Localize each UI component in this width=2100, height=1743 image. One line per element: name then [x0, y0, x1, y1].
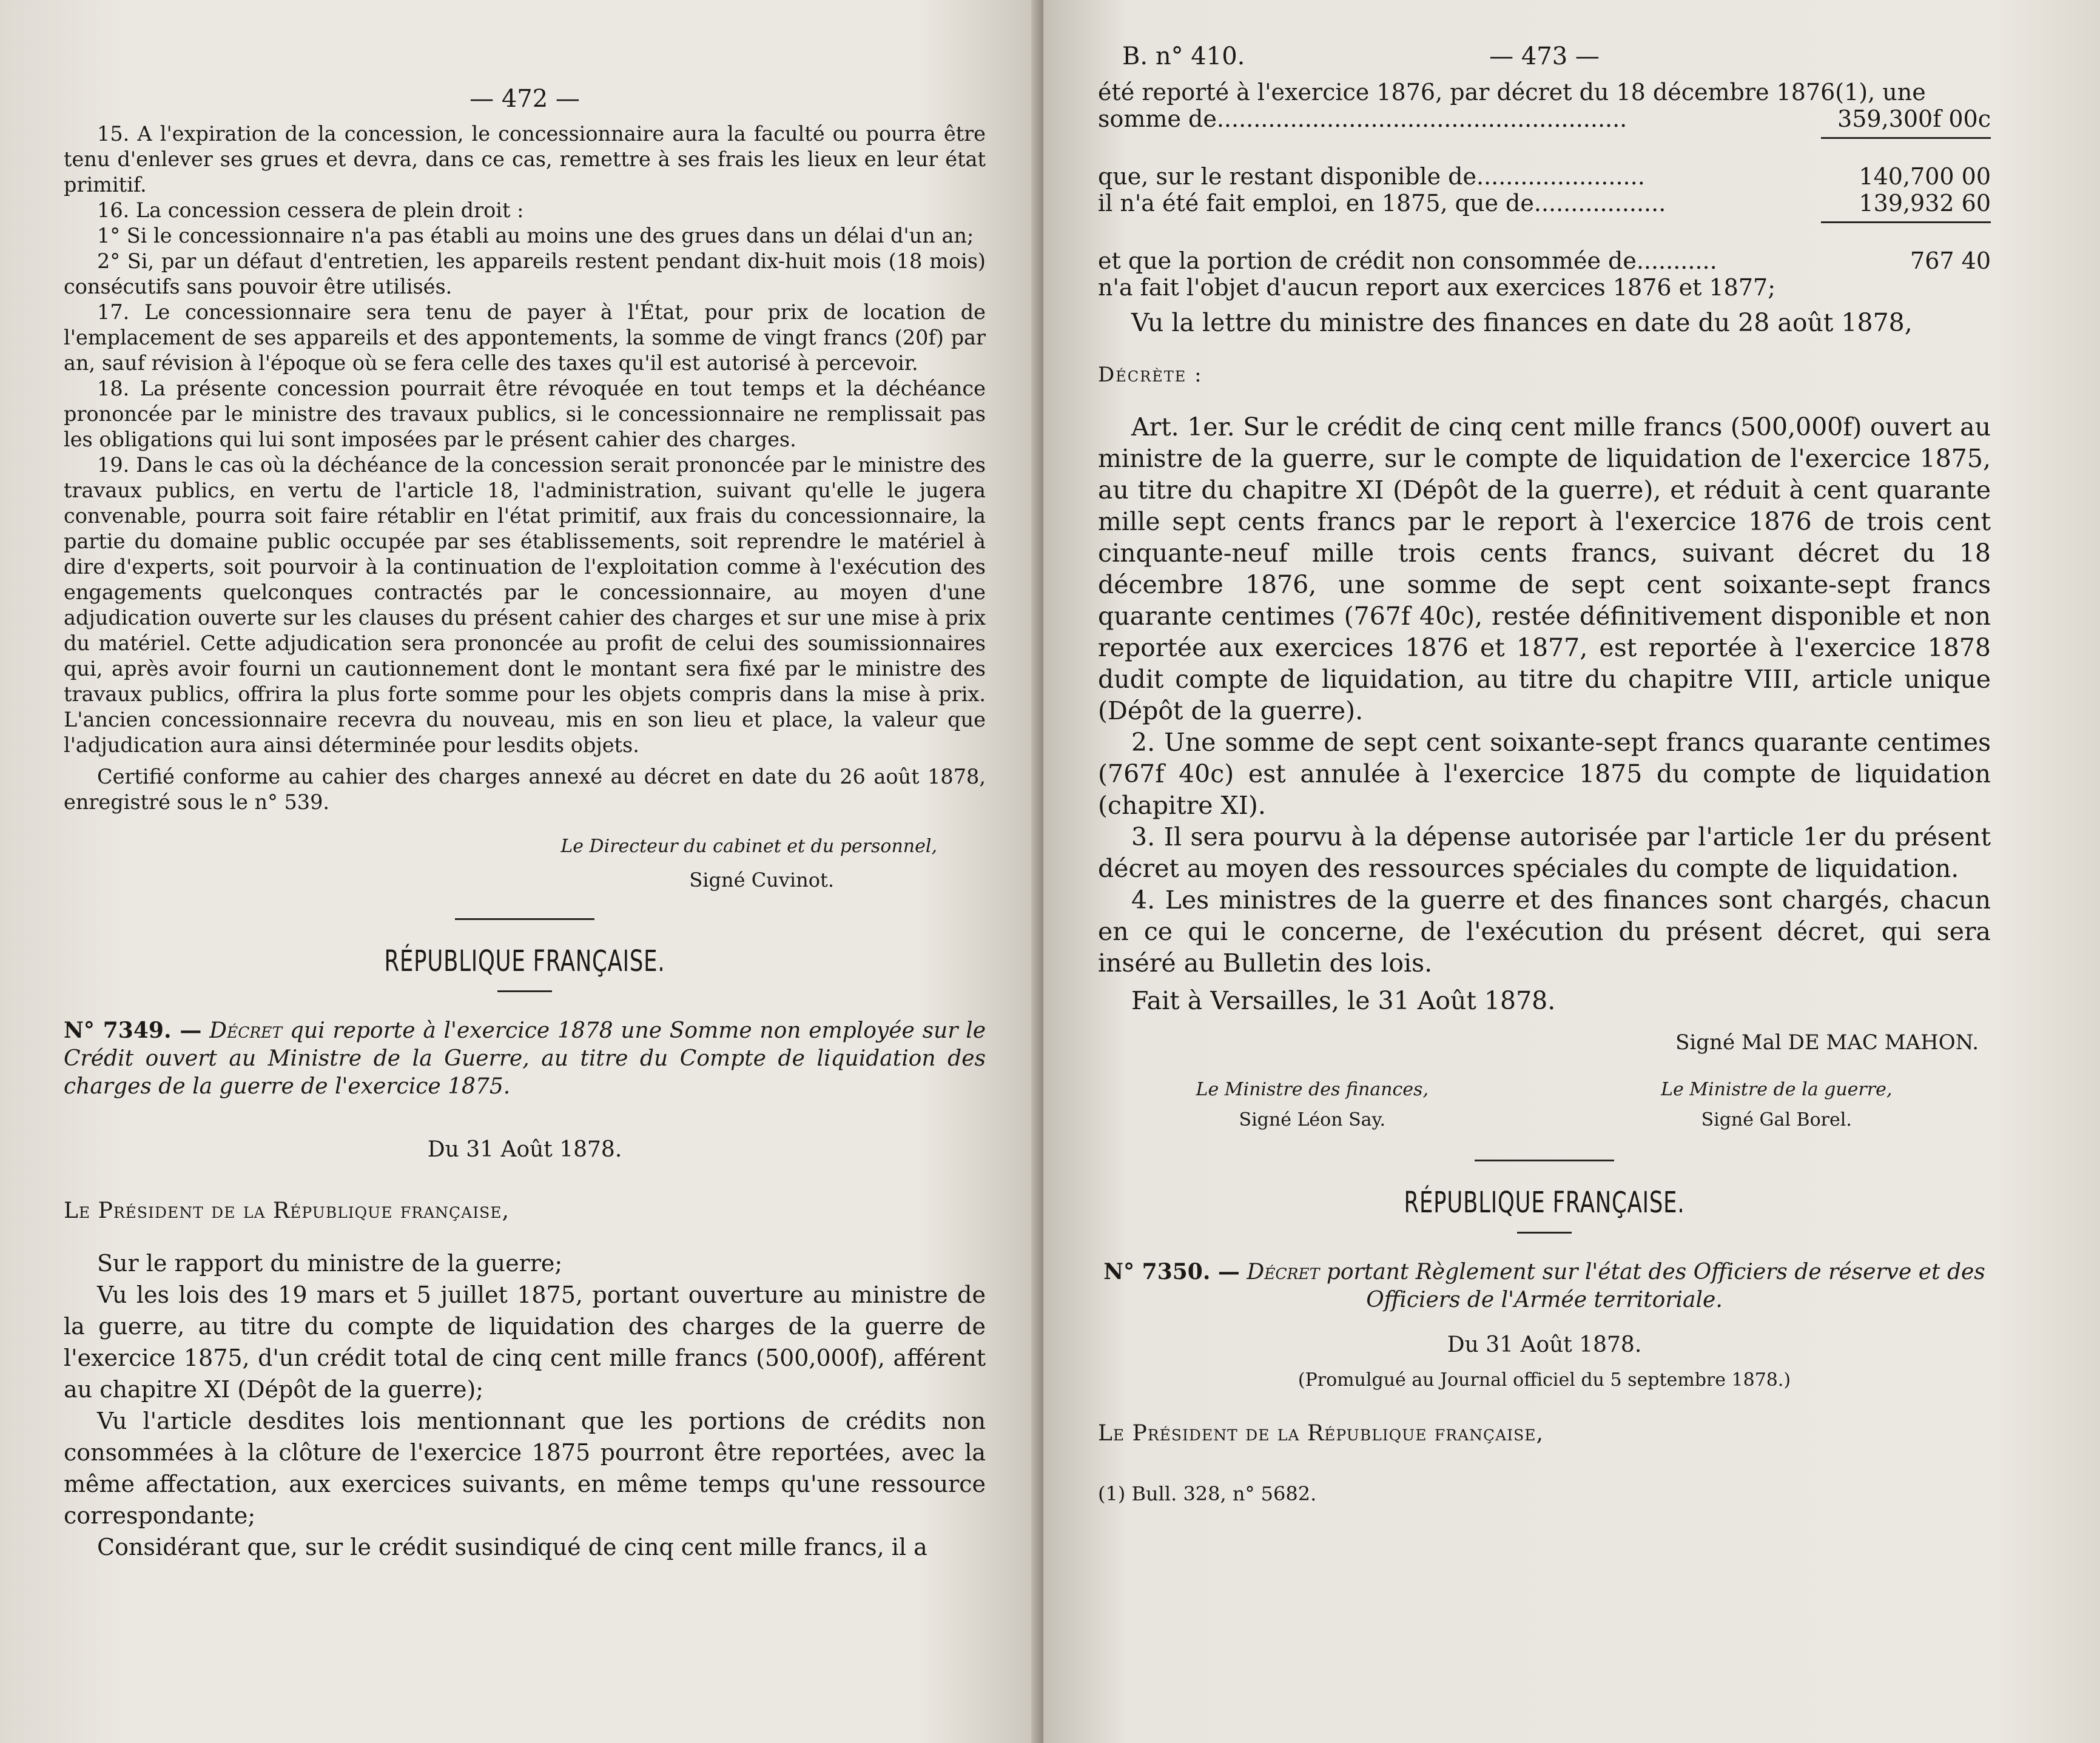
article-17: 17. Le concessionnaire sera tenu de payer à l'État, pour prix de location de l'emplacement de ses appareils et des appontements, la somme de vingt francs (20f) par an, sauf révision à l'époque où se fera celle des taxes qu'il est autorisé à percevoir. [64, 300, 986, 375]
signature-president: Signé Mal DE MAC MAHON. [1675, 1030, 1979, 1055]
article-3: 3. Il sera pourvu à la dépense autorisée par l'article 1er du présent décret au moyen des ressources spéciales du compte de liquidation. [1098, 822, 1991, 883]
section-divider [1475, 1160, 1614, 1161]
bulletin-number: B. n° 410. [1122, 42, 1245, 70]
promulgation-note: (Promulgué au Journal officiel du 5 septembre 1878.) [1297, 1369, 1791, 1391]
cahier-articles [64, 121, 986, 815]
article-19: 19. Dans le cas où la déchéance de la concession serait prononcée par le ministre des travaux publics, en vertu de l'article 18, l'administration, suivant qu'elle le jugera convenable, pourra soit faire rétablir en l'état primitif, aux frais du concessionnaire, la partie du domaine public occupée par ses établissements, soit reprendre le matériel à dire d'experts, soit pourvoir à la continuation de l'exploitation comme à l'exécution des engagements quelconques contractés par le concessionnaire, au moyen d'une adjudication ouverte sur les clauses du présent cahier des charges et sur une mise à prix du matériel. Cette adjudication sera prononcée au profit de celui des soumissionnaires qui, après avoir fourni un cautionnement dont le montant sera fixé par le ministre des travaux publics, offrira la plus forte somme pour les objets compris dans la mise à prix. L'ancien concessionnaire recevra du nouveau, mis en son lieu et place, la valeur que l'adjudication aura ainsi déterminée pour lesdits objets. [64, 453, 986, 757]
decree-preamble [64, 1248, 986, 1563]
ledger-rule [1821, 137, 1991, 139]
article-4: 4. Les ministres de la guerre et des finances sont chargés, chacun en ce qui le concerne, de l'exécution du présent décret, qui sera inséré au Bulletin des lois. [1098, 885, 1991, 978]
ledger-row: et que la portion de crédit non consommée de........... 767 40 [1098, 247, 1991, 274]
article-16-clause-1: 1° Si le concessionnaire n'a pas établi au moins une des grues dans un délai d'un an; [97, 224, 974, 247]
right-running-head [1098, 42, 1991, 79]
decree-word: Décret [209, 1018, 283, 1043]
decree-word: Décret [1247, 1260, 1320, 1285]
left-page [0, 0, 1043, 1743]
preamble-vu-lois: Vu les lois des 19 mars et 5 juillet 1875, portant ouverture au ministre de la guerre, au titre du compte de liquidation des charges de la guerre de l'exercice 1875, d'un crédit total de cinq cent mille francs (500,000f), afférent au chapitre XI (Dépôt de la guerre); [64, 1281, 986, 1403]
president-line: Le Président de la République française, [1098, 1421, 1544, 1446]
section-heading: RÉPUBLIQUE FRANÇAISE. [384, 944, 665, 978]
president-line: Le Président de la République française, [64, 1198, 510, 1223]
ledger-row: n'a fait l'objet d'aucun report aux exercices 1876 et 1877; [1098, 274, 1776, 301]
article-2: 2. Une somme de sept cent soixante-sept francs quarante centimes (767f 40c) est annulée à l'exercice 1875 du compte de liquidation (chapitre XI). [1098, 728, 1991, 820]
decretes-label: Décrète : [1098, 363, 1203, 387]
right-page [1043, 0, 2100, 1743]
ledger-row: été reporté à l'exercice 1876, par décret du 18 décembre 1876(1), une [1098, 79, 1926, 106]
left-running-head [64, 85, 986, 121]
article-1: Art. 1er. Sur le crédit de cinq cent mille francs (500,000f) ouvert au ministre de la guerre, sur le compte de liquidation de l'exercice 1875, au titre du chapitre XI (Dépôt de la guerre), et réduit à cent quarante mille sept cents francs par le report à l'exercice 1876 de trois cent cinquante-neuf mille trois cents francs, suivant décret du 18 décembre 1876, une somme de sept cent soixante-sept francs quarante centimes (767f 40c), restée définitivement disponible et non reportée aux exercices 1876 et 1877, est reportée à l'exercice 1878 dudit compte de liquidation, au titre du chapitre VIII, article unique (Dépôt de la guerre). [1098, 412, 1991, 725]
ledger-row: somme de........................................................ 359,300f 00c [1098, 106, 1991, 132]
footnote: (1) Bull. 328, n° 5682. [1098, 1482, 1317, 1505]
ledger-row: il n'a été fait emploi, en 1875, que de.................. 139,932 60 [1098, 190, 1991, 217]
decree-description: qui reporte à l'exercice 1878 une Somme non employée sur le Crédit ouvert au Ministre de la Guerre, au titre du Compte de liquidation des charges de la guerre de l'exercice 1875. [64, 1018, 986, 1099]
vu-lettre: Vu la lettre du ministre des finances en date du 28 août 1878, [1131, 308, 1913, 337]
decree-description: portant Règlement sur l'état des Officiers de réserve et des Officiers de l'Armée territoriale. [1326, 1260, 1985, 1312]
minister-finances: Le Ministre des finances, Signé Léon Say. [1196, 1079, 1429, 1130]
article-18: 18. La présente concession pourrait être révoquée en tout temps et la déchéance prononcée par le ministre des travaux publics, si le concessionnaire ne remplissait pas les obligations qui lui sont imposées par le présent cahier des charges. [64, 377, 986, 451]
decree-date: Du 31 Août 1878. [427, 1137, 622, 1162]
decree-articles [1098, 411, 1991, 1016]
certification: Certifié conforme au cahier des charges annexé au décret en date du 26 août 1878, enregistré sous le n° 539. [64, 765, 986, 814]
minister-guerre: Le Ministre de la guerre, Signé Gal Borel. [1661, 1079, 1893, 1130]
preamble-vu-article: Vu l'article desdites lois mentionnant que les portions de crédits non consommées à la clôture de l'exercice 1875 pourront être reportées, avec la même affectation, aux exercices suivants, en même temps qu'une ressource correspondante; [64, 1408, 986, 1529]
ledger-rule [1821, 221, 1991, 223]
signature-role: Le Directeur du cabinet et du personnel, [560, 836, 937, 857]
fait-a-versailles: Fait à Versailles, le 31 Août 1878. [1131, 986, 1556, 1015]
signature-name: Signé Cuvinot. [689, 868, 834, 892]
page-number-right: — 473 — [1489, 42, 1600, 70]
decree-number: N° 7349. — [64, 1018, 202, 1043]
credit-ledger [1098, 79, 1991, 301]
article-16-clause-2: 2° Si, par un défaut d'entretien, les appareils restent pendant dix-huit mois (18 mois) consécutifs sans pouvoir être utilisés. [64, 249, 986, 298]
page-number-left: — 472 — [469, 85, 580, 113]
preamble-considerant: Considérant que, sur le crédit susindiqué de cinq cent mille francs, il a [97, 1534, 927, 1560]
heading-rule [1517, 1232, 1572, 1234]
section-heading: RÉPUBLIQUE FRANÇAISE. [1404, 1186, 1685, 1220]
heading-rule [497, 990, 552, 992]
preamble-rapport: Sur le rapport du ministre de la guerre; [97, 1250, 563, 1277]
section-divider [455, 918, 594, 920]
minister-signatures [1098, 1075, 1991, 1135]
decree-date: Du 31 Août 1878. [1447, 1332, 1642, 1357]
decree-7349-title [64, 1016, 986, 1101]
ledger-row: que, sur le restant disponible de....................... 140,700 00 [1098, 163, 1991, 190]
decree-7350-title [1098, 1258, 1991, 1314]
article-15: 15. A l'expiration de la concession, le concessionnaire aura la faculté ou pourra être tenu d'enlever ses grues et devra, dans ce cas, remettre à ses frais les lieux en leur état primitif. [64, 122, 986, 196]
decree-number: N° 7350. — [1103, 1259, 1240, 1285]
article-16: 16. La concession cessera de plein droit : [97, 198, 524, 222]
